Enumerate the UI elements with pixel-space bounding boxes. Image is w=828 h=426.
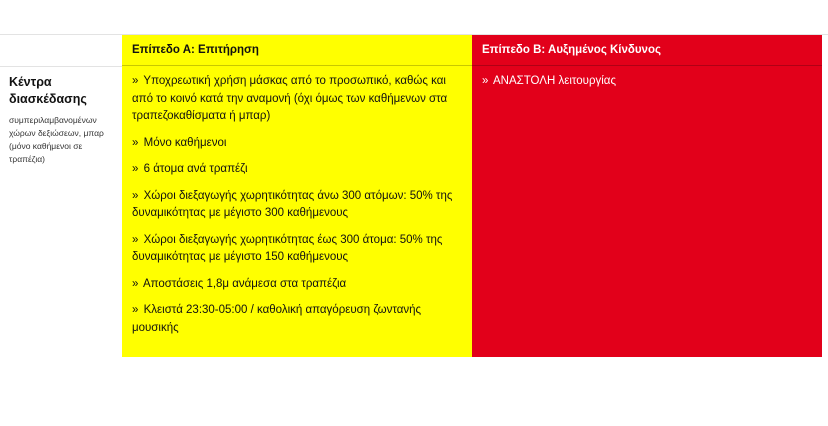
- list-item: » Υποχρεωτική χρήση μάσκας από το προσωπικό, καθώς και από το κοινό κατά την αναμονή (όχι όμως των καθήμενων στα τραπεζοκαθίσματα ή μπαρ): [132, 75, 448, 122]
- bullet-glyph: »: [132, 75, 139, 87]
- level-b-list: [482, 73, 817, 91]
- bullet-glyph: »: [132, 136, 139, 149]
- bullet-glyph: »: [132, 189, 139, 202]
- row-subtitle: συμπεριλαμβανομένων χώρων δεξιώσεων, μπαρ (μόνο καθήμενοι σε τραπέζια): [9, 115, 104, 164]
- list-item: » Αποστάσεις 1,8μ ανάμεσα στα τραπέζια: [132, 277, 347, 290]
- list-item: » Χώροι διεξαγωγής χωρητικότητας άνω 300 ατόμων: 50% της δυναμικότητας με μέγιστο 300 καθήμενους: [132, 189, 453, 219]
- list-item: » 6 άτομα ανά τραπέζι: [132, 163, 248, 175]
- list-item: » Κλειστά 23:30-05:00 / καθολική απαγόρευση ζωντανής μουσικής: [132, 304, 422, 334]
- level-a-header: Επίπεδο Α: Επιτήρηση: [122, 35, 472, 66]
- bullet-glyph: »: [132, 163, 139, 175]
- level-b-column: [472, 35, 822, 357]
- list-item: » ΑΝΑΣΤΟΛΗ λειτουργίας: [482, 75, 616, 87]
- level-a-list: [132, 73, 467, 346]
- list-item: » Μόνο καθήμενοι: [132, 136, 227, 149]
- bullet-glyph: »: [132, 233, 139, 246]
- level-b-header: Επίπεδο Β: Αυξημένος Κίνδυνος: [472, 35, 822, 66]
- list-item: » Χώροι διεξαγωγής χωρητικότητας έως 300 άτομα: 50% της δυναμικότητας με μέγιστο 150 καθήμενους: [132, 233, 443, 263]
- header-divider-bottom: [0, 66, 122, 67]
- bullet-glyph: »: [132, 304, 139, 316]
- row-title: Κέντρα διασκέδασης: [9, 75, 87, 106]
- level-a-column: [122, 35, 472, 357]
- bullet-glyph: »: [482, 75, 489, 87]
- bullet-glyph: »: [132, 277, 139, 290]
